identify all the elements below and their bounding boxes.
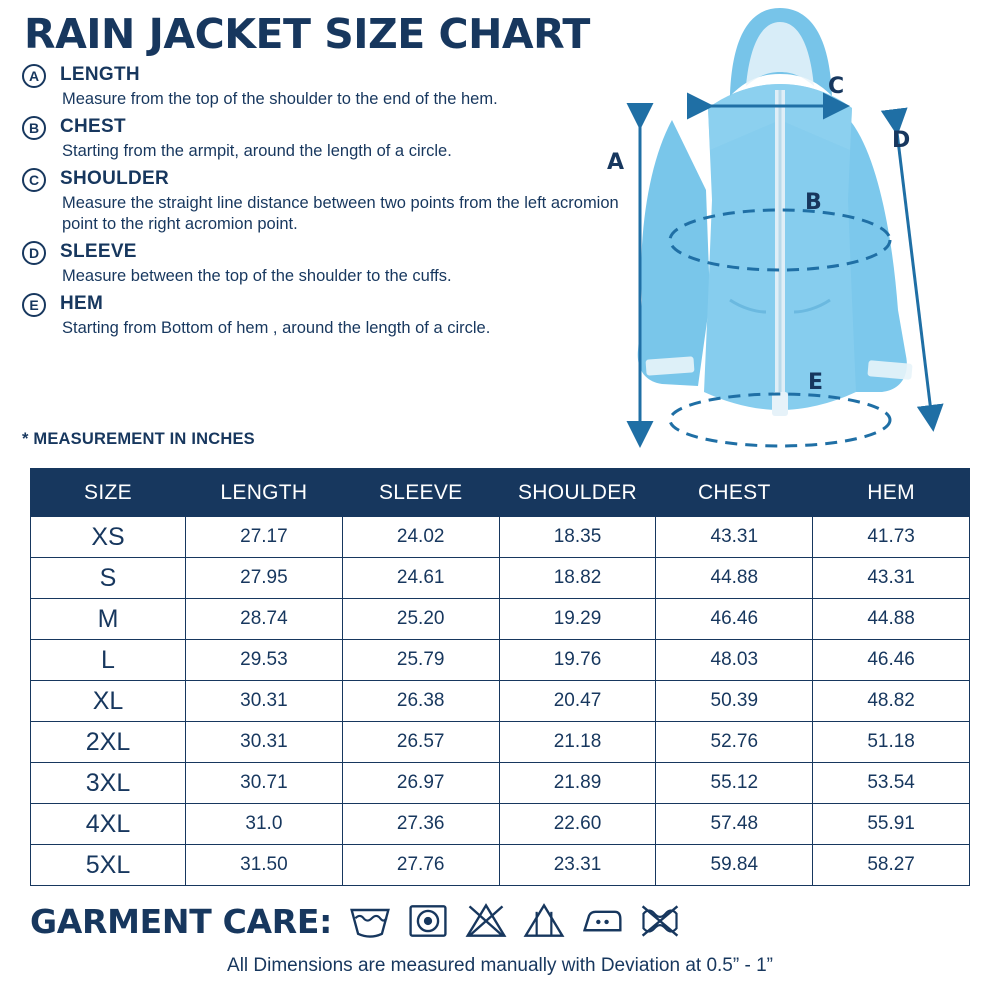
cell-shoulder: 18.82 [499, 558, 656, 599]
tumble-dry-low-icon [406, 900, 450, 942]
jacket-illustration [580, 0, 1000, 460]
cell-chest: 57.48 [656, 804, 813, 845]
hand-wash-icon [348, 900, 392, 942]
diagram-label-a: A [607, 150, 625, 175]
legend-item-length [22, 62, 622, 110]
jacket-diagram [580, 0, 1000, 460]
diagram-label-c: C [828, 74, 845, 99]
cell-shoulder: 19.29 [499, 599, 656, 640]
cell-chest: 43.31 [656, 517, 813, 558]
iron-low-icon [580, 900, 624, 942]
cell-hem: 43.31 [813, 558, 970, 599]
cell-sleeve: 27.76 [342, 845, 499, 886]
cell-shoulder: 23.31 [499, 845, 656, 886]
col-chest: CHEST [656, 469, 813, 517]
table-row [31, 763, 970, 804]
cell-sleeve: 26.57 [342, 722, 499, 763]
cell-length: 27.95 [186, 558, 343, 599]
diagram-label-b: B [805, 190, 822, 215]
cell-sleeve: 25.79 [342, 640, 499, 681]
cell-size: 4XL [31, 804, 186, 845]
legend-item-chest [22, 114, 622, 162]
table-row [31, 517, 970, 558]
cell-length: 30.31 [186, 722, 343, 763]
table-row [31, 599, 970, 640]
diagram-label-d: D [892, 128, 911, 153]
cell-length: 30.31 [186, 681, 343, 722]
table-row [31, 845, 970, 886]
do-not-dry-clean-icon [522, 900, 566, 942]
cell-length: 29.53 [186, 640, 343, 681]
legend-desc-chest: Starting from the armpit, around the length of a circle. [62, 142, 452, 160]
legend-desc-shoulder: Measure the straight line distance between two points from the left acromion point to the right acromion point. [62, 194, 619, 233]
legend-item-shoulder [22, 166, 622, 235]
cell-chest: 55.12 [656, 763, 813, 804]
cell-size: 3XL [31, 763, 186, 804]
cell-sleeve: 24.61 [342, 558, 499, 599]
table-row [31, 722, 970, 763]
table-header-row [31, 469, 970, 517]
do-not-bleach-icon [464, 900, 508, 942]
legend-badge-e: E [22, 293, 46, 317]
cell-size: XS [31, 517, 186, 558]
table-row [31, 558, 970, 599]
col-sleeve: SLEEVE [342, 469, 499, 517]
cell-chest: 50.39 [656, 681, 813, 722]
cell-length: 30.71 [186, 763, 343, 804]
cell-hem: 46.46 [813, 640, 970, 681]
deviation-note: All Dimensions are measured manually with Deviation at 0.5” - 1” [227, 955, 773, 976]
legend-desc-sleeve: Measure between the top of the shoulder to the cuffs. [62, 267, 452, 285]
diagram-label-e: E [808, 370, 824, 395]
do-not-wring-icon [638, 900, 682, 942]
garment-care-title: GARMENT CARE: [30, 901, 333, 941]
cell-sleeve: 25.20 [342, 599, 499, 640]
cell-sleeve: 26.97 [342, 763, 499, 804]
cell-hem: 44.88 [813, 599, 970, 640]
cell-hem: 53.54 [813, 763, 970, 804]
cell-sleeve: 24.02 [342, 517, 499, 558]
cell-hem: 48.82 [813, 681, 970, 722]
cell-length: 31.50 [186, 845, 343, 886]
legend-item-hem [22, 291, 622, 339]
cell-size: 2XL [31, 722, 186, 763]
cell-sleeve: 26.38 [342, 681, 499, 722]
cell-chest: 52.76 [656, 722, 813, 763]
cell-size: M [31, 599, 186, 640]
garment-care-section [30, 900, 682, 942]
legend-badge-a: A [22, 64, 46, 88]
cell-length: 31.0 [186, 804, 343, 845]
measurement-unit-note: * MEASUREMENT IN INCHES [22, 430, 255, 448]
cell-chest: 59.84 [656, 845, 813, 886]
cell-chest: 48.03 [656, 640, 813, 681]
cell-shoulder: 20.47 [499, 681, 656, 722]
legend-term-hem: HEM [60, 293, 104, 314]
cell-hem: 58.27 [813, 845, 970, 886]
cell-length: 28.74 [186, 599, 343, 640]
cell-size: 5XL [31, 845, 186, 886]
cell-shoulder: 18.35 [499, 517, 656, 558]
legend-badge-b: B [22, 116, 46, 140]
col-shoulder: SHOULDER [499, 469, 656, 517]
table-row [31, 681, 970, 722]
col-hem: HEM [813, 469, 970, 517]
cell-shoulder: 21.89 [499, 763, 656, 804]
cell-length: 27.17 [186, 517, 343, 558]
table-row [31, 804, 970, 845]
cell-size: S [31, 558, 186, 599]
col-length: LENGTH [186, 469, 343, 517]
measurement-legend [22, 62, 625, 343]
cell-size: L [31, 640, 186, 681]
legend-badge-c: C [22, 168, 46, 192]
table-row [31, 640, 970, 681]
legend-badge-d: D [22, 241, 46, 265]
legend-term-chest: CHEST [60, 116, 126, 137]
col-size: SIZE [31, 469, 186, 517]
cell-shoulder: 19.76 [499, 640, 656, 681]
cell-hem: 55.91 [813, 804, 970, 845]
legend-term-sleeve: SLEEVE [60, 241, 137, 262]
cell-hem: 41.73 [813, 517, 970, 558]
garment-care-icons [348, 900, 682, 942]
cell-shoulder: 22.60 [499, 804, 656, 845]
legend-term-shoulder: SHOULDER [60, 168, 170, 189]
size-table [30, 468, 970, 886]
legend-desc-hem: Starting from Bottom of hem , around the length of a circle. [62, 319, 491, 337]
cell-size: XL [31, 681, 186, 722]
cell-shoulder: 21.18 [499, 722, 656, 763]
legend-term-length: LENGTH [60, 64, 140, 85]
page-title: RAIN JACKET SIZE CHART [24, 10, 590, 58]
legend-desc-length: Measure from the top of the shoulder to the end of the hem. [62, 90, 498, 108]
cell-hem: 51.18 [813, 722, 970, 763]
cell-chest: 46.46 [656, 599, 813, 640]
legend-item-sleeve [22, 239, 622, 287]
cell-sleeve: 27.36 [342, 804, 499, 845]
cell-chest: 44.88 [656, 558, 813, 599]
